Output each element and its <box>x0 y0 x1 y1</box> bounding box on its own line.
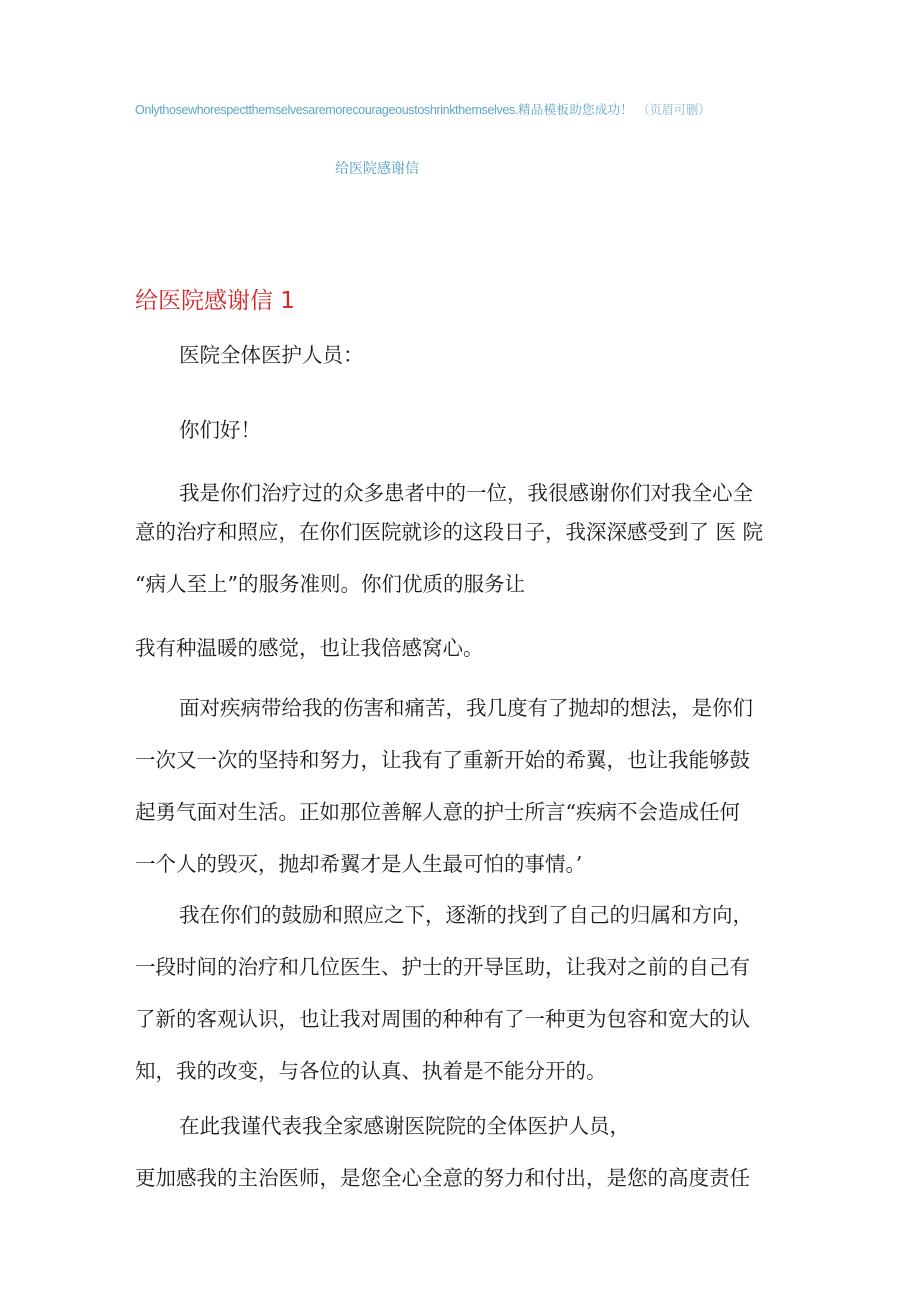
page-header <box>135 101 795 119</box>
paragraph-3 <box>135 889 795 1097</box>
paragraph-2-line-4: 一个人的毁灭，抛却希翼才是人生最可怕的事情。’ <box>135 852 583 876</box>
paragraph-3-line-3: 了新的客观认识，也让我对周围的种种有了一种更为包容和宽大的认 <box>135 1007 750 1031</box>
header-chinese-text: 精品模板助您成功！ <box>518 103 634 117</box>
header-note: （页眉可删） <box>637 103 711 117</box>
paragraph-1 <box>135 476 795 610</box>
paragraph-1-continued: 我有种温暖的感觉，也让我倍感窝心。 <box>135 636 484 660</box>
paragraph-2 <box>135 682 795 890</box>
paragraph-3-line-4: 知，我的改变，与各位的认真、执着是不能分开的。 <box>135 1059 607 1083</box>
document-subtitle: 给医院感谢信 <box>335 161 419 177</box>
paragraph-4-continued: 更加感我的主治医师，是您全心全意的努力和付出，是您的高度责任 <box>135 1166 750 1190</box>
paragraph-1-line-2: 意的治疗和照应，在你们医院就诊的这段日子，我深深感受到了 医 院 <box>135 520 764 544</box>
paragraph-1-line-3: “病人至上”的服务准则。你们优质的服务让 <box>135 572 525 596</box>
paragraph-3-line-1: 我在你们的鼓励和照应之下，逐渐的找到了自己的归属和方向， <box>179 903 753 927</box>
paragraph-2-line-1: 面对疾病带给我的伤害和痛苦，我几度有了抛却的想法，是你们 <box>179 696 753 720</box>
paragraph-2-line-2: 一次又一次的坚持和努力，让我有了重新开始的希翼，也让我能够鼓 <box>135 748 750 772</box>
paragraph-4: 在此我谨代表我全家感谢医院院的全体医护人员， <box>179 1114 630 1138</box>
paragraph-2-line-3: 起勇气面对生活。正如那位善解人意的护士所言“疾病不会造成任何 <box>135 800 740 824</box>
paragraph-3-line-2: 一段时间的治疗和几位医生、护士的开导匡助，让我对之前的自己有 <box>135 955 750 979</box>
greeting: 你们好！ <box>179 418 261 442</box>
salutation: 医院全体医护人员： <box>179 343 364 367</box>
header-english-text: Onlythosewhorespectthemselvesaremorecourageoustoshrinkthemselves. <box>135 103 519 117</box>
paragraph-1-line-1: 我是你们治疗过的众多患者中的一位，我很感谢你们对我全心全 <box>179 481 753 505</box>
section-heading: 给医院感谢信 1 <box>135 288 295 314</box>
